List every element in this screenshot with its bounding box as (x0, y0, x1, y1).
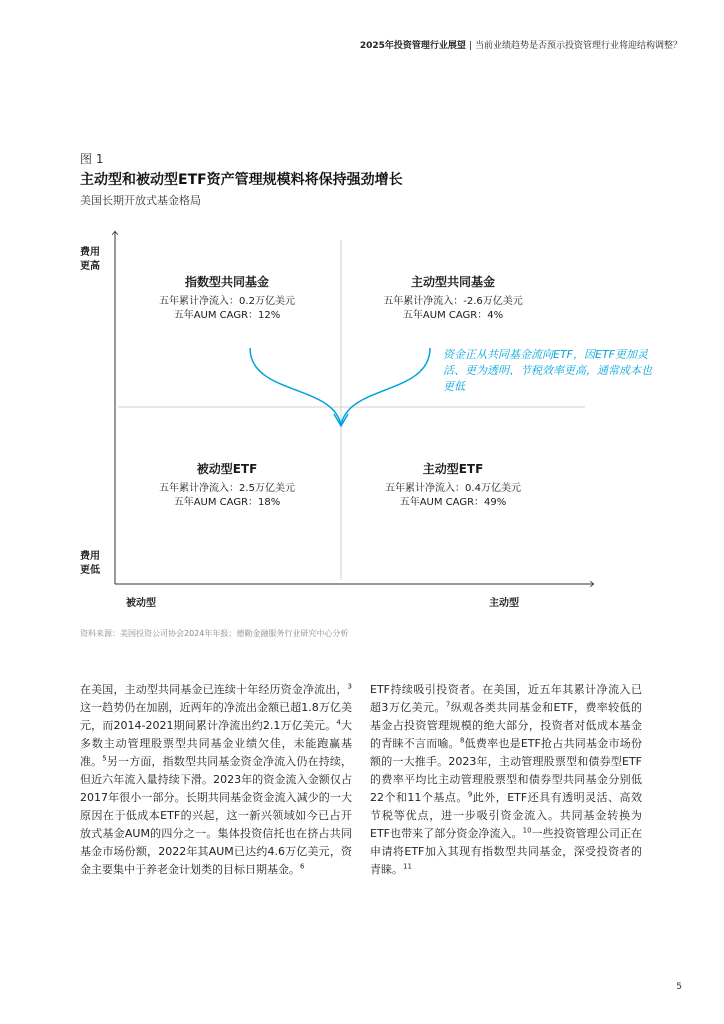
footnote-ref: 10 (522, 826, 532, 835)
y-top-line2: 更高 (80, 261, 100, 272)
figure-source: 资料来源：美国投资公司协会2024年年报；德勤金融服务行业研究中心分析 (80, 629, 349, 638)
quadrant-index-mutual-fund (127, 275, 327, 323)
y-top-line1: 费用 (80, 247, 100, 258)
body-column-left (80, 681, 352, 879)
y-bottom-line1: 费用 (80, 551, 100, 562)
footnote-ref: 4 (336, 718, 341, 727)
paragraph-text: 此外，ETF还具有透明灵活、高效节税等优点，进一步吸引资金流入。共同基金转换为ETF也带来了部分资金净流入。 (370, 791, 642, 840)
quadrant-flow: 五年累计净流入：0.4万亿美元 (385, 483, 521, 494)
footnote-ref: 7 (445, 700, 451, 709)
flow-arrowhead (334, 414, 348, 426)
footnote-ref: 11 (403, 862, 412, 871)
paragraph-text: 一些投资管理公司正在申请将ETF加入其现有指数型共同基金，深受投资者的青睐。 (370, 827, 642, 876)
header-separator: | (468, 41, 472, 51)
quadrant-active-mutual-fund (353, 275, 553, 323)
footnote-ref: 8 (459, 736, 465, 745)
quadrant-flow: 五年累计净流入：0.2万亿美元 (159, 296, 295, 307)
page-number: 5 (676, 982, 682, 992)
x-axis-left-label: 被动型 (126, 598, 156, 609)
paragraph-text: 纵观各类共同基金和ETF，费率较低的基金占投资管理规模的绝大部分，投资者对低成本基金的青睐不言而喻。 (370, 701, 643, 750)
header-subtitle: 当前业绩趋势是否预示投资管理行业将迎结构调整？ (474, 41, 682, 51)
header-title: 2025年投资管理行业展望 (359, 41, 466, 51)
quadrant-cagr: 五年AUM CAGR：4% (402, 310, 504, 321)
figure-title: 主动型和被动型ETF资产管理规模料将保持强劲增长 (80, 172, 403, 188)
quadrant-title: 指数型共同基金 (184, 275, 269, 289)
flow-arrow-left (250, 348, 341, 425)
y-axis-bottom-label (80, 550, 100, 578)
body-column-right (370, 681, 642, 879)
quadrant-flow: 五年累计净流入：2.5万亿美元 (159, 483, 295, 494)
paragraph-text: 大多数主动管理股票型共同基金业绩欠佳，未能跑赢基准。 (80, 719, 353, 768)
page-header (360, 38, 682, 51)
paragraph-text: 另一方面，指数型共同基金资金净流入仍在持续，但近六年流入量持续下滑。2023年的资金流入金额仅占2017年很小一部分。长期共同基金资金流入减少的一大原因在于低成本ETF的兴起，这一新兴领域如今已占开放式基金AUM的四分之一。集体投资信托也在挤占共同基金市场份额，2022年其AUM已达约4.6万亿美元，资金主要集中于养老金计划类的目标日期基金。 (80, 755, 353, 876)
paragraph-text: 这一趋势仍在加剧，近两年的净流出金额已超1.8万亿美元，而2014-2021期间累计净流出约2.1万亿美元。 (80, 701, 352, 732)
flow-annotation: 资金正从共同基金流向ETF，因ETF更加灵活、更为透明、节税效率更高，通常成本也更低 (443, 348, 652, 393)
paragraph-text: ETF持续吸引投资者。在美国，近五年其累计净流入已超3万亿美元。 (370, 683, 642, 714)
x-axis-right-label: 主动型 (489, 598, 519, 609)
y-axis-top-label (80, 246, 100, 274)
y-bottom-line2: 更低 (80, 565, 100, 576)
quadrant-active-etf (353, 462, 553, 510)
footnote-ref: 6 (300, 862, 305, 871)
footnote-ref: 9 (467, 790, 473, 799)
quadrant-flow: 五年累计净流入：-2.6万亿美元 (383, 296, 523, 307)
figure-label: 图 1 (80, 152, 104, 166)
flow-arrow-right (341, 348, 430, 425)
quadrant-title: 主动型ETF (422, 462, 484, 476)
quadrant-title: 被动型ETF (196, 462, 258, 476)
paragraph-text: 低费率也是ETF抢占共同基金市场份额的一大推手。2023年，主动管理股票型和债券型ETF的费率平均比主动管理股票型和债券型共同基金分别低22个和11个基点。 (370, 737, 643, 804)
quadrant-passive-etf (127, 462, 327, 510)
figure-subtitle: 美国长期开放式基金格局 (80, 194, 201, 207)
quadrant-cagr: 五年AUM CAGR：49% (399, 497, 507, 508)
footnote-ref: 5 (102, 754, 107, 763)
quadrant-cagr: 五年AUM CAGR：18% (173, 497, 281, 508)
paragraph-text: 在美国，主动型共同基金已连续十年经历资金净流出， (80, 683, 348, 696)
quadrant-cagr: 五年AUM CAGR：12% (173, 310, 281, 321)
footnote-ref: 3 (347, 682, 352, 691)
quadrant-title: 主动型共同基金 (410, 275, 495, 289)
